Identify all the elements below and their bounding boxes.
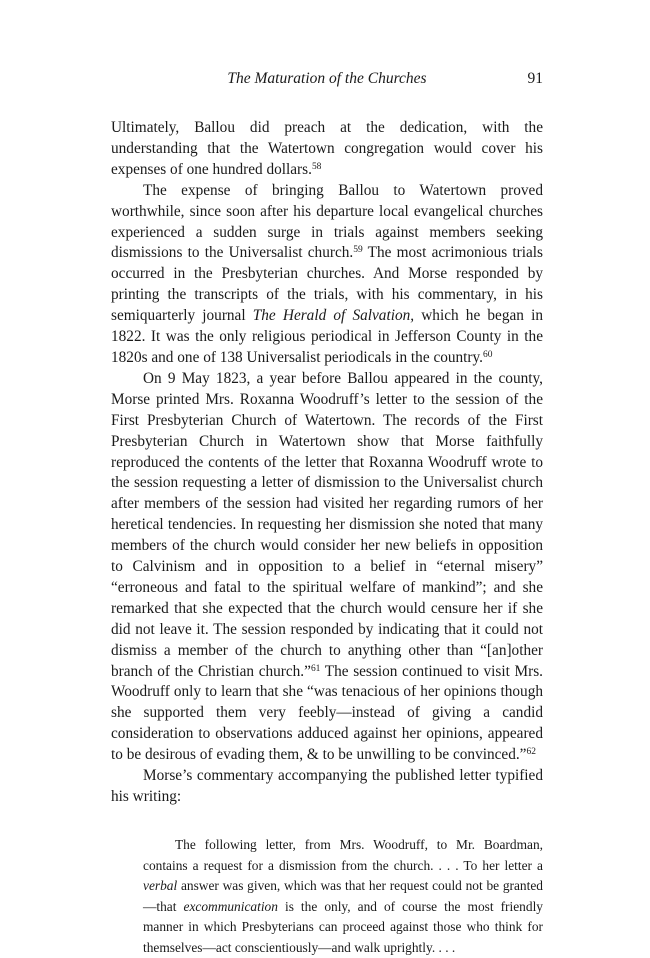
running-header (111, 68, 543, 90)
body-text (111, 118, 543, 958)
footnote-ref-61: 61 (310, 663, 321, 674)
block-quote-text-b: answer was given, which was that her request could not be granted—that (143, 878, 543, 914)
block-quote-paragraph (143, 835, 543, 958)
footnote-ref-58: 58 (311, 161, 322, 172)
block-quote-text-c: is the only, and of course the most friendly manner in which Presbyterians can proceed against those who think for themselves—act conscientiously—and walk uprightly. . . . (143, 898, 543, 955)
paragraph-3-text-b: The session continued to visit Mrs. Woodruff only to learn that she “was tenacious of her opinions though she supported them very feebly—instead of giving a candid consideration to observations adduced against her opinions, appeared to be desirous of evading them, & to be unwilling to be convinced.” (111, 662, 543, 764)
paragraph-2-text-b: The most acrimonious trials occurred in the Presbyterian churches. And Morse responded by printing the transcripts of the trials, with his commentary, in his semiquarterly journal (111, 244, 543, 325)
running-title: The Maturation of the Churches (227, 70, 427, 87)
paragraph-1-text: Ultimately, Ballou did preach at the dedication, with the understanding that the Watertown congregation would cover his expenses of one hundred dollars. (111, 119, 543, 178)
emphasis-verbal: verbal (143, 878, 178, 894)
paragraph-4-text: Morse’s commentary accompanying the published letter typified his writing: (111, 767, 543, 805)
footnote-ref-62: 62 (526, 746, 536, 757)
block-quote-text-a: The following letter, from Mrs. Woodruff, to Mr. Boardman, contains a request for a dismission from the church. . . . To her letter a (143, 836, 543, 873)
paragraph-2-text-c: which he began in 1822. It was the only religious periodical in Jefferson County in the 1820s and one of 138 Universalist periodicals in the country. (111, 307, 543, 366)
paragraph-3-text-a: On 9 May 1823, a year before Ballou appeared in the county, Morse printed Mrs. Roxanna Woodruff’s letter to the session of the First Presbyterian Church of Watertown. The records of the First Presbyterian Church in Watertown show that Morse faithfully reproduced the contents of the letter that Roxanna Woodruff wrote to the session requesting a letter of dismission to the Universalist church after members of the session had visited her regarding rumors of her heretical tendencies. In requesting her dismission she noted that many members of the church would consider her new beliefs in opposition to Calvinism and in opposition to a belief in “eternal misery” “erroneous and fatal to the spiritual welfare of mankind”; and she remarked that she expected that the church would censure her if she did not leave it. The session responded by indicating that it could not dismiss a member of the church to anything other than “[an]other branch of the Christian church.” (111, 369, 543, 680)
emphasis-excommunication: excommunication (183, 898, 278, 914)
paragraph-2-text-a: The expense of bringing Ballou to Watertown proved worthwhile, since soon after his departure local evangelical churches experienced a sudden surge in trials against members seeking dismissions to the Universalist church. (111, 181, 543, 262)
footnote-ref-59: 59 (353, 245, 363, 256)
page-number: 91 (527, 70, 543, 87)
block-quote (111, 835, 543, 958)
paragraph-4 (111, 766, 543, 808)
footnote-ref-60: 60 (483, 349, 493, 360)
journal-title: The Herald of Salvation, (252, 307, 415, 325)
paragraph-1 (111, 118, 543, 181)
paragraph-2 (111, 181, 543, 369)
paragraph-3 (111, 369, 543, 766)
